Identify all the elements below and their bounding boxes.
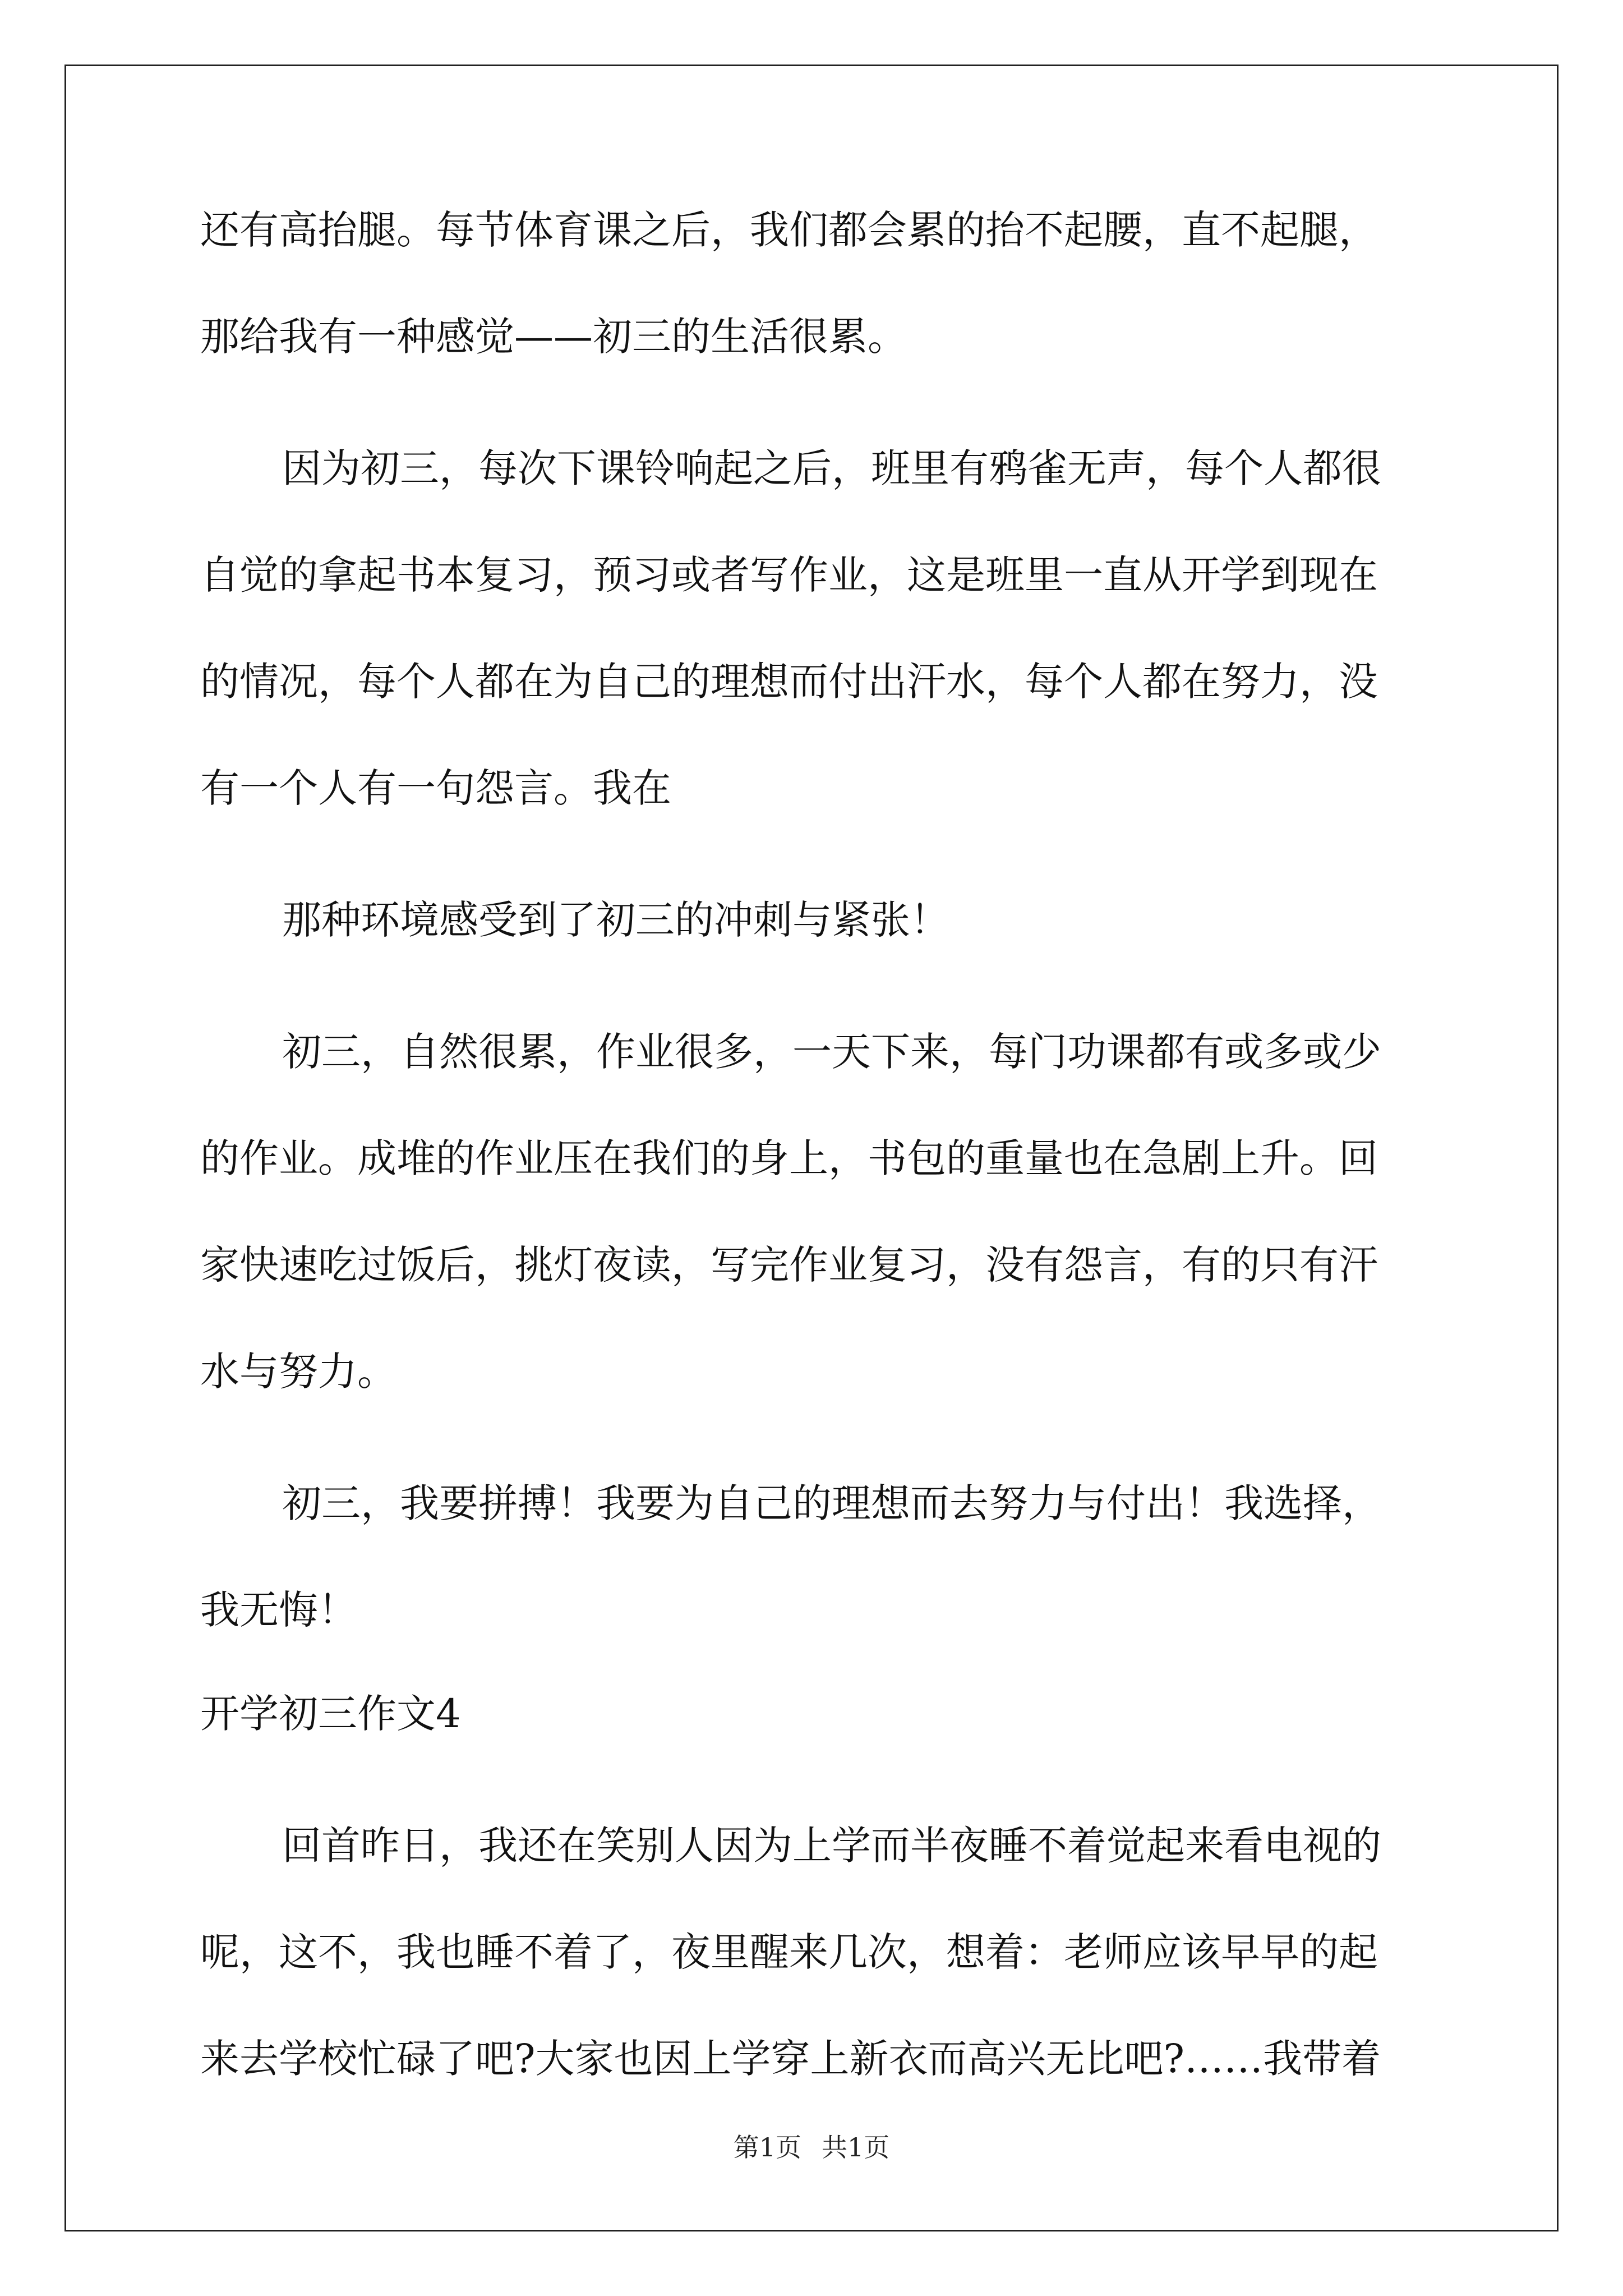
paragraph-start-line: 初三，我要拼搏！我要为自己的理想而去努力与付出！我选择， [282,1480,1381,1526]
paragraph-start-line: 那种环境感受到了初三的冲刺与紧张！ [282,897,949,943]
paragraph-start-line: 初三，自然很累，作业很多，一天下来，每门功课都有或多或少 [282,1029,1381,1075]
text-line: 还有高抬腿。每节体育课之后，我们都会累的抬不起腰，直不起腿， [200,207,1378,253]
page-footer [0,2131,1623,2164]
page-total: 共1页 [822,2132,890,2162]
section-heading: 开学初三作文4 [200,1691,461,1737]
page-number: 第1页 [733,2132,801,2162]
paragraph-start-line: 回首昨日，我还在笑别人因为上学而半夜睡不着觉起来看电视的 [282,1823,1381,1869]
text-line: 那给我有一种感觉——初三的生活很累。 [200,314,907,360]
text-line: 来去学校忙碌了吧?大家也因上学穿上新衣而高兴无比吧?……我带着 [200,2036,1381,2082]
text-line: 自觉的拿起书本复习，预习或者写作业，这是班里一直从开学到现在 [200,552,1378,598]
text-line: 呢，这不，我也睡不着了，夜里醒来几次，想着：老师应该早早的起 [200,1929,1378,1975]
paragraph-start-line: 因为初三，每次下课铃响起之后，班里有鸦雀无声，每个人都很 [282,445,1381,491]
text-line: 有一个人有一句怨言。我在 [200,765,671,811]
text-line: 的情况，每个人都在为自己的理想而付出汗水，每个人都在努力，没 [200,659,1378,705]
text-line: 的作业。成堆的作业压在我们的身上，书包的重量也在急剧上升。回 [200,1135,1378,1181]
text-line: 家快速吃过饭后，挑灯夜读，写完作业复习，没有怨言，有的只有汗 [200,1242,1378,1288]
text-line: 水与努力。 [200,1349,396,1395]
text-line: 我无悔！ [200,1587,357,1633]
